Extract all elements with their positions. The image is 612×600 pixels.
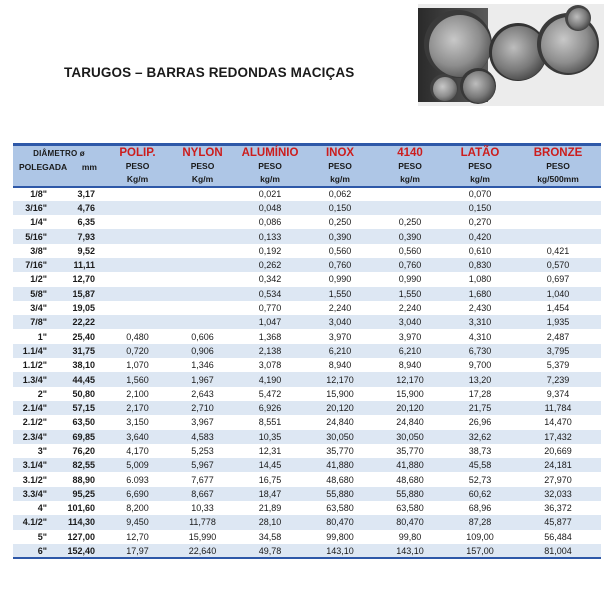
table-header [13,145,601,187]
latao-cell: 38,73 [445,444,515,458]
bronze-cell: 56,484 [515,530,601,544]
polip-cell: 3,640 [105,430,170,444]
table-row [13,272,601,286]
4140-cell: 48,680 [375,472,445,486]
inch-cell: 1.1/2" [13,358,57,372]
inox-cell: 0,990 [305,272,375,286]
inox-cell: 55,880 [305,487,375,501]
mm-cell: 63,50 [57,415,105,429]
bronze-cell [515,187,601,201]
bronze-cell: 36,372 [515,501,601,515]
4140-cell: 24,840 [375,415,445,429]
latao-cell: 4,310 [445,329,515,343]
aluminio-cell: 34,58 [235,530,305,544]
inch-cell: 5/16" [13,229,57,243]
bronze-cell: 7,239 [515,372,601,386]
mm-cell: 11,11 [57,258,105,272]
latao-cell: 26,96 [445,415,515,429]
4140-cell: 8,940 [375,358,445,372]
table-row [13,229,601,243]
polip-cell [105,187,170,201]
nylon-cell: 3,967 [170,415,235,429]
table-row [13,530,601,544]
inch-cell: 7/16" [13,258,57,272]
bronze-cell: 14,470 [515,415,601,429]
inch-cell: 3" [13,444,57,458]
inch-cell: 3.1/4" [13,458,57,472]
inch-cell: 1" [13,329,57,343]
4140-cell: 41,880 [375,458,445,472]
4140-cell [375,201,445,215]
aluminio-cell: 0,133 [235,229,305,243]
mm-cell: 44,45 [57,372,105,386]
aluminio-cell: 12,31 [235,444,305,458]
unit-label: kg/m [235,173,305,187]
table-row [13,501,601,515]
inox-cell: 80,470 [305,515,375,529]
inox-cell: 99,800 [305,530,375,544]
inch-cell: 1.3/4" [13,372,57,386]
mm-cell: 95,25 [57,487,105,501]
mm-cell: 50,80 [57,387,105,401]
nylon-cell [170,315,235,329]
material-header-latao: LATÃO [445,145,515,161]
4140-cell: 2,240 [375,301,445,315]
latao-cell: 1,080 [445,272,515,286]
bronze-cell [515,201,601,215]
material-header-inox: INOX [305,145,375,161]
nylon-cell [170,215,235,229]
bronze-cell: 24,181 [515,458,601,472]
inch-cell: 3/8" [13,244,57,258]
polip-cell: 1,070 [105,358,170,372]
inch-cell: 2.1/4" [13,401,57,415]
polip-cell: 9,450 [105,515,170,529]
polip-cell [105,301,170,315]
polip-cell: 6.093 [105,472,170,486]
nylon-cell: 10,33 [170,501,235,515]
bronze-cell: 17,432 [515,430,601,444]
nylon-cell: 8,667 [170,487,235,501]
mm-cell: 3,17 [57,187,105,201]
nylon-cell: 0,906 [170,344,235,358]
inox-cell: 63,580 [305,501,375,515]
aluminio-cell: 16,75 [235,472,305,486]
bronze-cell: 32,033 [515,487,601,501]
bronze-cell [515,215,601,229]
table-row [13,472,601,486]
latao-cell: 0,070 [445,187,515,201]
polip-cell: 2,100 [105,387,170,401]
unit-label: kg/m [375,173,445,187]
polip-cell: 5,009 [105,458,170,472]
inch-cell: 2.3/4" [13,430,57,444]
4140-cell: 35,770 [375,444,445,458]
table-row [13,201,601,215]
inch-cell: 5/8" [13,287,57,301]
table-row [13,372,601,386]
latao-cell: 87,28 [445,515,515,529]
inox-cell: 3,040 [305,315,375,329]
table-row [13,458,601,472]
unit-label: PESO [235,161,305,173]
4140-cell: 63,580 [375,501,445,515]
inch-cell: 4.1/2" [13,515,57,529]
4140-cell: 1,550 [375,287,445,301]
nylon-cell: 1,967 [170,372,235,386]
latao-cell: 0,420 [445,229,515,243]
nylon-cell: 11,778 [170,515,235,529]
inch-cell: 5" [13,530,57,544]
table-row [13,258,601,272]
aluminio-cell: 0,342 [235,272,305,286]
page-title: TARUGOS – BARRAS REDONDAS MACIÇAS [64,65,355,80]
nylon-cell [170,201,235,215]
inox-cell: 3,970 [305,329,375,343]
inox-cell: 8,940 [305,358,375,372]
table-row [13,187,601,201]
inox-cell: 0,250 [305,215,375,229]
mm-cell: 12,70 [57,272,105,286]
bronze-cell: 1,454 [515,301,601,315]
nylon-cell [170,244,235,258]
polip-cell: 3,150 [105,415,170,429]
material-header-polip: POLIP. [105,145,170,161]
inox-cell: 0,560 [305,244,375,258]
bronze-cell: 11,784 [515,401,601,415]
mm-cell: 6,35 [57,215,105,229]
mm-cell: 152,40 [57,544,105,558]
nylon-cell [170,258,235,272]
mm-cell: 15,87 [57,287,105,301]
latao-cell: 6,730 [445,344,515,358]
mm-cell: 38,10 [57,358,105,372]
unit-label: PESO [445,161,515,173]
inox-cell: 48,680 [305,472,375,486]
inox-cell: 24,840 [305,415,375,429]
latao-cell: 9,700 [445,358,515,372]
bars-table [13,143,601,559]
mm-cell: 88,90 [57,472,105,486]
aluminio-cell: 0,021 [235,187,305,201]
inch-cell: 6" [13,544,57,558]
inch-cell: 3/4" [13,301,57,315]
polip-cell: 2,170 [105,401,170,415]
4140-cell: 0,390 [375,229,445,243]
nylon-cell: 0,606 [170,329,235,343]
latao-cell: 52,73 [445,472,515,486]
aluminio-cell: 28,10 [235,515,305,529]
table-row [13,444,601,458]
polip-cell [105,229,170,243]
inox-cell: 41,880 [305,458,375,472]
polip-cell [105,272,170,286]
latao-cell: 60,62 [445,487,515,501]
polip-cell: 1,560 [105,372,170,386]
bronze-cell: 0,421 [515,244,601,258]
aluminio-cell: 1,047 [235,315,305,329]
polip-cell [105,315,170,329]
latao-cell: 157,00 [445,544,515,558]
4140-cell: 12,170 [375,372,445,386]
mm-cell: 82,55 [57,458,105,472]
nylon-cell: 1,346 [170,358,235,372]
bronze-cell: 9,374 [515,387,601,401]
mm-cell: 76,20 [57,444,105,458]
material-header-4140: 4140 [375,145,445,161]
inox-cell: 0,760 [305,258,375,272]
nylon-cell: 5,253 [170,444,235,458]
latao-cell: 68,96 [445,501,515,515]
aluminio-cell: 14,45 [235,458,305,472]
nylon-cell [170,287,235,301]
material-header-aluminio: ALUMÍNIO [235,145,305,161]
4140-cell: 0,990 [375,272,445,286]
aluminio-cell: 0,262 [235,258,305,272]
4140-cell: 3,970 [375,329,445,343]
polip-cell: 8,200 [105,501,170,515]
aluminio-cell: 4,190 [235,372,305,386]
bronze-cell: 81,004 [515,544,601,558]
inox-cell: 12,170 [305,372,375,386]
polip-cell: 0,480 [105,329,170,343]
mm-column-header: mm [57,161,105,173]
nylon-cell [170,301,235,315]
inox-cell: 143,10 [305,544,375,558]
mm-cell: 31,75 [57,344,105,358]
bronze-cell: 3,795 [515,344,601,358]
round-bars-image [418,4,604,106]
bronze-cell: 0,697 [515,272,601,286]
inox-cell: 0,150 [305,201,375,215]
bronze-cell: 20,669 [515,444,601,458]
bronze-cell: 1,935 [515,315,601,329]
bronze-cell [515,229,601,243]
nylon-cell: 22,640 [170,544,235,558]
nylon-cell: 15,990 [170,530,235,544]
4140-cell: 3,040 [375,315,445,329]
unit-label: kg/m [305,173,375,187]
polip-cell: 4,170 [105,444,170,458]
latao-cell: 0,610 [445,244,515,258]
polip-cell: 6,690 [105,487,170,501]
table-row [13,344,601,358]
4140-cell: 80,470 [375,515,445,529]
inox-cell: 0,062 [305,187,375,201]
nylon-cell [170,187,235,201]
unit-label: PESO [105,161,170,173]
inch-cell: 2" [13,387,57,401]
4140-cell: 99,80 [375,530,445,544]
4140-cell: 0,560 [375,244,445,258]
mm-cell: 101,60 [57,501,105,515]
bronze-cell: 45,877 [515,515,601,529]
table-row [13,315,601,329]
mm-cell: 9,52 [57,244,105,258]
latao-cell: 0,150 [445,201,515,215]
aluminio-cell: 1,368 [235,329,305,343]
table-row [13,487,601,501]
aluminio-cell: 0,086 [235,215,305,229]
4140-cell: 15,900 [375,387,445,401]
inch-cell: 1/8" [13,187,57,201]
aluminio-cell: 10,35 [235,430,305,444]
bronze-cell: 27,970 [515,472,601,486]
latao-cell: 0,270 [445,215,515,229]
4140-cell: 55,880 [375,487,445,501]
inch-cell: 3.1/2" [13,472,57,486]
mm-cell: 25,40 [57,329,105,343]
latao-cell: 109,00 [445,530,515,544]
mm-cell: 4,76 [57,201,105,215]
4140-cell: 30,050 [375,430,445,444]
inch-cell: 4" [13,501,57,515]
4140-cell: 20,120 [375,401,445,415]
mm-cell: 69,85 [57,430,105,444]
latao-cell: 17,28 [445,387,515,401]
table-row [13,301,601,315]
latao-cell: 0,830 [445,258,515,272]
bronze-cell: 2,487 [515,329,601,343]
inch-cell: 1/4" [13,215,57,229]
latao-cell: 3,310 [445,315,515,329]
material-header-nylon: NYLON [170,145,235,161]
polip-cell: 17,97 [105,544,170,558]
aluminio-cell: 0,048 [235,201,305,215]
unit-label: PESO [375,161,445,173]
aluminio-cell: 49,78 [235,544,305,558]
mm-cell: 127,00 [57,530,105,544]
4140-cell: 6,210 [375,344,445,358]
table-row [13,415,601,429]
bronze-cell: 5,379 [515,358,601,372]
table-row [13,387,601,401]
unit-label: kg/500mm [515,173,601,187]
aluminio-cell: 2,138 [235,344,305,358]
nylon-cell [170,229,235,243]
inch-cell: 3/16" [13,201,57,215]
4140-cell: 0,760 [375,258,445,272]
table-row [13,215,601,229]
aluminio-cell: 8,551 [235,415,305,429]
unit-label: PESO [515,161,601,173]
4140-cell: 143,10 [375,544,445,558]
unit-label: PESO [170,161,235,173]
inox-cell: 6,210 [305,344,375,358]
4140-cell: 0,250 [375,215,445,229]
mm-cell: 57,15 [57,401,105,415]
table-row [13,515,601,529]
inox-cell: 0,390 [305,229,375,243]
latao-cell: 45,58 [445,458,515,472]
table-row [13,329,601,343]
polip-cell [105,287,170,301]
inox-cell: 2,240 [305,301,375,315]
nylon-cell: 4,583 [170,430,235,444]
latao-cell: 2,430 [445,301,515,315]
latao-cell: 1,680 [445,287,515,301]
nylon-cell [170,272,235,286]
nylon-cell: 2,643 [170,387,235,401]
table-row [13,244,601,258]
polip-cell [105,244,170,258]
mm-cell: 22,22 [57,315,105,329]
inox-cell: 35,770 [305,444,375,458]
inch-cell: 7/8" [13,315,57,329]
inch-cell: 2.1/2" [13,415,57,429]
unit-label: Kg/m [170,173,235,187]
material-header-bronze: BRONZE [515,145,601,161]
aluminio-cell: 18,47 [235,487,305,501]
bronze-cell: 0,570 [515,258,601,272]
table-body [13,187,601,559]
mm-cell: 114,30 [57,515,105,529]
mm-cell: 7,93 [57,229,105,243]
round-bars-photo [418,4,604,106]
aluminio-cell: 0,534 [235,287,305,301]
unit-label: Kg/m [105,173,170,187]
inox-cell: 30,050 [305,430,375,444]
nylon-cell: 7,677 [170,472,235,486]
polip-cell [105,201,170,215]
nylon-cell: 2,710 [170,401,235,415]
polip-cell [105,215,170,229]
table-row [13,287,601,301]
nylon-cell: 5,967 [170,458,235,472]
aluminio-cell: 0,770 [235,301,305,315]
aluminio-cell: 3,078 [235,358,305,372]
inch-cell: 1.1/4" [13,344,57,358]
bronze-cell: 1,040 [515,287,601,301]
inox-cell: 1,550 [305,287,375,301]
inch-column-header: POLEGADA [13,161,57,173]
polip-cell: 12,70 [105,530,170,544]
inox-cell: 20,120 [305,401,375,415]
inch-cell: 3.3/4" [13,487,57,501]
inox-cell: 15,900 [305,387,375,401]
table-row [13,430,601,444]
latao-cell: 32,62 [445,430,515,444]
latao-cell: 13,20 [445,372,515,386]
mm-cell: 19,05 [57,301,105,315]
polip-cell [105,258,170,272]
inch-cell: 1/2" [13,272,57,286]
diameter-header: DIÂMETRO ø [13,145,105,161]
table-row [13,358,601,372]
aluminio-cell: 0,192 [235,244,305,258]
unit-label: PESO [305,161,375,173]
aluminio-cell: 5,472 [235,387,305,401]
unit-label: kg/m [445,173,515,187]
polip-cell: 0,720 [105,344,170,358]
latao-cell: 21,75 [445,401,515,415]
4140-cell [375,187,445,201]
aluminio-cell: 6,926 [235,401,305,415]
aluminio-cell: 21,89 [235,501,305,515]
table-row [13,544,601,558]
table-row [13,401,601,415]
